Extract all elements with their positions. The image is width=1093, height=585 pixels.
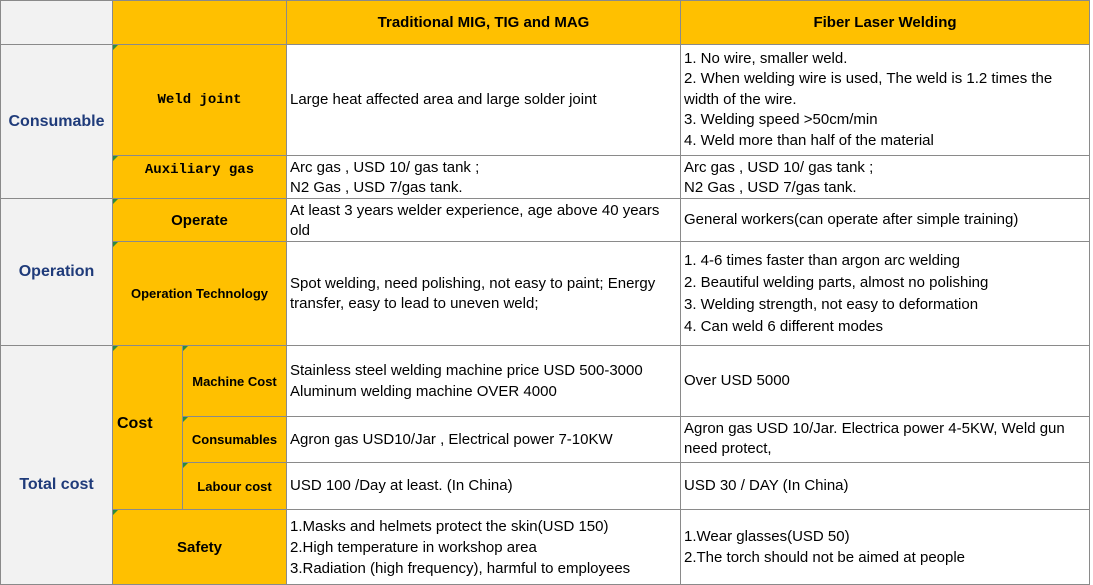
corner-cell [0,0,113,45]
list-item: 1. 4-6 times faster than argon arc welding [684,251,960,269]
label-auxiliary-gas: Auxiliary gas [112,155,287,199]
list-item: Aluminum welding machine OVER 4000 [290,383,557,400]
group-consumable: Consumable [0,44,113,199]
label-labour-cost: Labour cost [182,462,287,510]
list-item: 2.High temperature in workshop area [290,538,537,556]
list-item: 3.Radiation (high frequency), harmful to employees [290,559,631,577]
operate-traditional: At least 3 years welder experience, age above 40 years old [286,198,681,242]
list-item: 1. No wire, smaller weld. [684,49,848,67]
list-item: Arc gas , USD 10/ gas tank ; [684,159,874,176]
aux-gas-traditional [286,155,681,199]
list-item: Arc gas , USD 10/ gas tank ; [290,159,480,176]
cost-label-text: Cost [117,414,153,432]
label-safety: Safety [112,509,287,585]
machine-cost-fiber: Over USD 5000 [680,345,1090,417]
machine-cost-traditional [286,345,681,417]
label-cost [112,345,183,510]
header-spacer [112,0,287,45]
list-item: Stainless steel welding machine price USD 500-3000 [290,362,643,379]
labour-cost-fiber: USD 30 / DAY (In China) [680,462,1090,510]
list-item: 4. Weld more than half of the material [684,131,934,149]
list-item: 3. Welding strength, not easy to deformation [684,295,979,313]
safety-traditional [286,509,681,585]
list-item: 2. When welding wire is used, The weld is 1.2 times the width of the wire. [684,70,1053,108]
label-machine-cost: Machine Cost [182,345,287,417]
header-fiber: Fiber Laser Welding [680,0,1090,45]
safety-fiber [680,509,1090,585]
op-tech-traditional: Spot welding, need polishing, not easy to paint; Energy transfer, easy to lead to uneven weld; [286,241,681,346]
consumables-traditional: Agron gas USD10/Jar , Electrical power 7-10KW [286,416,681,463]
label-operation-technology: Operation Technology [112,241,287,346]
operate-fiber: General workers(can operate after simple training) [680,198,1090,242]
list-item: 3. Welding speed >50cm/min [684,111,878,129]
list-item: 4. Can weld 6 different modes [684,317,884,335]
list-item: 2.The torch should not be aimed at people [684,549,966,566]
list-item: 1.Masks and helmets protect the skin(USD 150) [290,517,609,535]
header-traditional: Traditional MIG, TIG and MAG [286,0,681,45]
label-operate: Operate [112,198,287,242]
label-weld-joint: Weld joint [112,44,287,156]
consumables-fiber: Agron gas USD 10/Jar. Electrica power 4-5KW, Weld gun need protect, [680,416,1090,463]
group-total-cost: Total cost [0,345,113,585]
list-item: N2 Gas , USD 7/gas tank. [290,179,463,196]
list-item: 1.Wear glasses(USD 50) [684,528,850,545]
group-operation: Operation [0,198,113,346]
op-tech-fiber [680,241,1090,346]
label-consumables: Consumables [182,416,287,463]
weld-joint-traditional: Large heat affected area and large solder joint [286,44,681,156]
list-item: 2. Beautiful welding parts, almost no polishing [684,273,989,291]
weld-joint-fiber [680,44,1090,156]
aux-gas-fiber [680,155,1090,199]
list-item: N2 Gas , USD 7/gas tank. [684,179,857,196]
labour-cost-traditional: USD 100 /Day at least. (In China) [286,462,681,510]
